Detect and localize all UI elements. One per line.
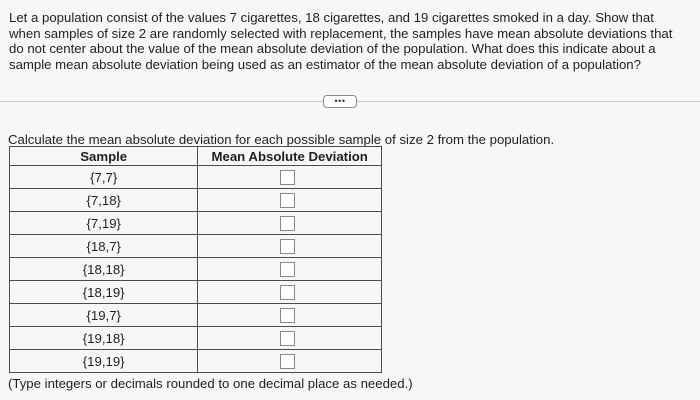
sample-cell: {18,19} bbox=[10, 281, 198, 304]
sample-cell: {18,7} bbox=[10, 235, 198, 258]
mad-cell bbox=[198, 212, 382, 235]
mad-cell bbox=[198, 235, 382, 258]
table-row bbox=[10, 281, 382, 304]
mad-answer-input[interactable] bbox=[280, 262, 295, 277]
mad-cell bbox=[198, 189, 382, 212]
sample-cell: {7,18} bbox=[10, 189, 198, 212]
table-row bbox=[10, 327, 382, 350]
table-row bbox=[10, 235, 382, 258]
more-options-button[interactable]: ••• bbox=[323, 95, 357, 108]
mad-cell bbox=[198, 281, 382, 304]
sample-cell: {7,19} bbox=[10, 212, 198, 235]
sample-cell: {19,19} bbox=[10, 350, 198, 373]
instruction-text: Calculate the mean absolute deviation for each possible sample of size 2 from the population. bbox=[8, 132, 555, 147]
sample-cell: {18,18} bbox=[10, 258, 198, 281]
question-text: Let a population consist of the values 7 cigarettes, 18 cigarettes, and 19 cigarettes smoked in a day. Show that when samples of size 2 are randomly selected with replacement, the samples have mean absolute deviations that do not center about the value of the mean absolute deviation of the population. What does this indicate about a sample mean absolute deviation being used as an estimator of the mean absolute deviation of a population? bbox=[9, 10, 673, 72]
sample-cell: {19,18} bbox=[10, 327, 198, 350]
mad-table bbox=[9, 146, 382, 373]
table-row bbox=[10, 304, 382, 327]
sample-header: Sample bbox=[10, 147, 198, 166]
mad-cell bbox=[198, 350, 382, 373]
mad-answer-input[interactable] bbox=[280, 354, 295, 369]
mad-answer-input[interactable] bbox=[280, 216, 295, 231]
sample-cell: {19,7} bbox=[10, 304, 198, 327]
table-row bbox=[10, 189, 382, 212]
table-row bbox=[10, 212, 382, 235]
table-header-row bbox=[10, 147, 382, 166]
table-row bbox=[10, 350, 382, 373]
mad-cell bbox=[198, 304, 382, 327]
mad-answer-input[interactable] bbox=[280, 239, 295, 254]
mad-header: Mean Absolute Deviation bbox=[198, 147, 382, 166]
mad-answer-input[interactable] bbox=[280, 285, 295, 300]
table-row bbox=[10, 166, 382, 189]
table-row bbox=[10, 258, 382, 281]
mad-answer-input[interactable] bbox=[280, 193, 295, 208]
mad-answer-input[interactable] bbox=[280, 170, 295, 185]
mad-cell bbox=[198, 327, 382, 350]
mad-answer-input[interactable] bbox=[280, 331, 295, 346]
sample-cell: {7,7} bbox=[10, 166, 198, 189]
mad-answer-input[interactable] bbox=[280, 308, 295, 323]
mad-cell bbox=[198, 258, 382, 281]
rounding-instruction: (Type integers or decimals rounded to one decimal place as needed.) bbox=[8, 376, 413, 391]
mad-cell bbox=[198, 166, 382, 189]
